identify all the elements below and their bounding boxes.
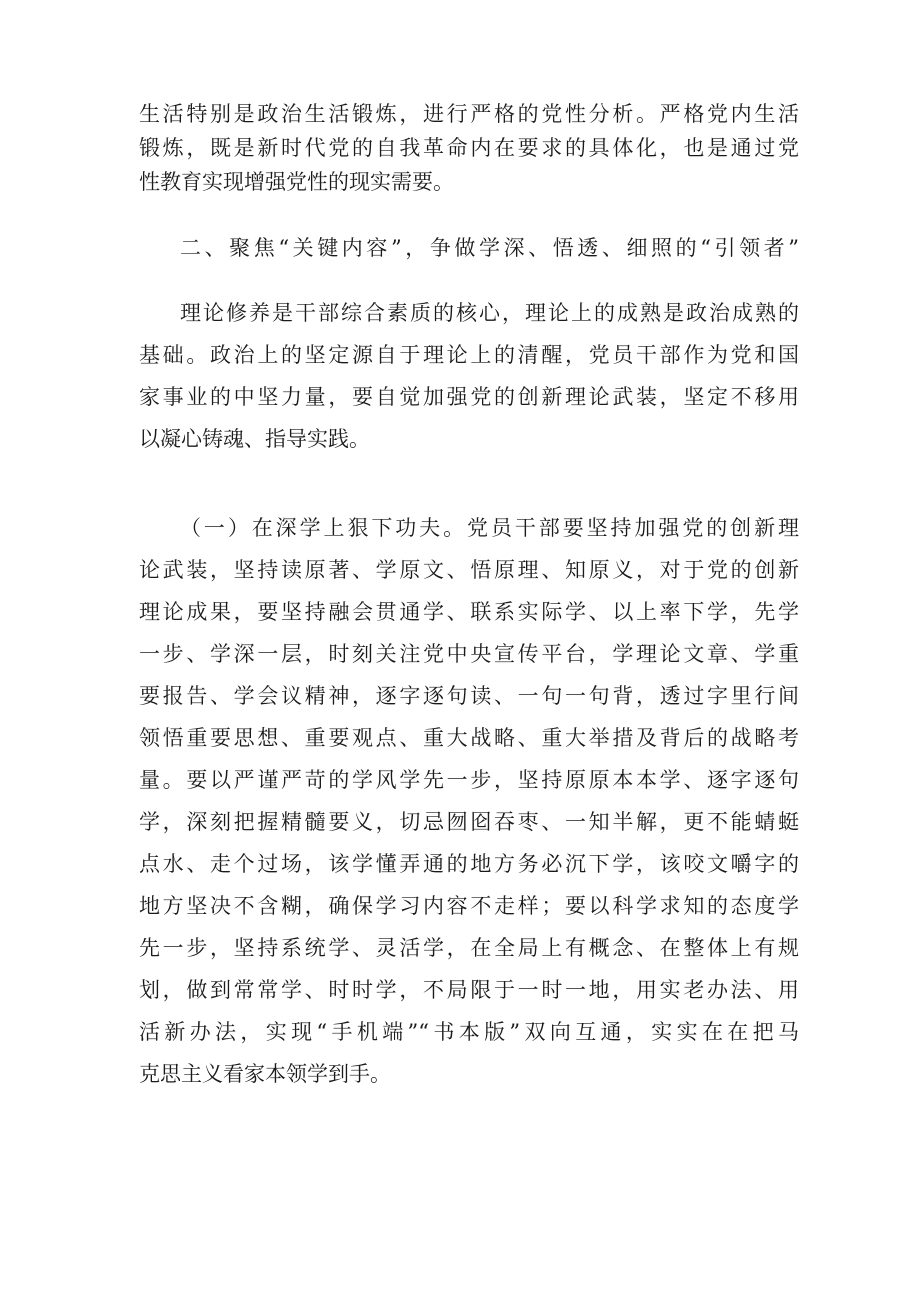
- text-line: 一步、学深一层，时刻关注党中央宣传平台，学理论文章、学重: [139, 642, 799, 666]
- text-line: 论武装，坚持读原著、学原文、悟原理、知原义，对于党的创新: [139, 558, 799, 582]
- text-line: 活新办法，实现“手机端”“书本版”双向互通，实实在在把马: [139, 1020, 799, 1044]
- heading-text: 二、聚焦“关键内容”，争做学深、悟透、细照的“引领者”: [180, 236, 799, 260]
- text-line: 克思主义看家本领学到手。: [139, 1062, 391, 1086]
- text-line: 领悟重要思想、重要观点、重大战略、重大举措及背后的战略考: [139, 726, 799, 750]
- text-line: 量。要以严谨严苛的学风学先一步，坚持原原本本学、逐字逐句: [139, 768, 799, 792]
- text-line: 锻炼，既是新时代党的自我革命内在要求的具体化，也是通过党: [139, 136, 799, 160]
- text-line: 家事业的中坚力量，要自觉加强党的创新理论武装，坚定不移用: [139, 385, 799, 409]
- text-line: 先一步，坚持系统学、灵活学，在全局上有概念、在整体上有规: [139, 936, 799, 960]
- text-line: 基础。政治上的坚定源自于理论上的清醒，党员干部作为党和国: [139, 343, 799, 367]
- text-line: 理论修养是干部综合素质的核心，理论上的成熟是政治成熟的: [180, 301, 799, 325]
- text-line: 点水、走个过场，该学懂弄通的地方务必沉下学，该咬文嚼字的: [139, 852, 799, 876]
- text-line: 地方坚决不含糊，确保学习内容不走样；要以科学求知的态度学: [139, 894, 799, 918]
- text-line: （一）在深学上狠下功夫。党员干部要坚持加强党的创新理: [180, 516, 799, 540]
- text-line: 学，深刻把握精髓要义，切忌囫囵吞枣、一知半解，更不能蜻蜓: [139, 810, 799, 834]
- text-line: 生活特别是政治生活锻炼，进行严格的党性分析。严格党内生活: [139, 102, 799, 126]
- text-line: 要报告、学会议精神，逐字逐句读、一句一句背，透过字里行间: [139, 684, 799, 708]
- text-line: 理论成果，要坚持融会贯通学、联系实际学、以上率下学，先学: [139, 600, 799, 624]
- text-line: 以凝心铸魂、指导实践。: [139, 427, 370, 451]
- text-line: 划，做到常常学、时时学，不局限于一时一地，用实老办法、用: [139, 978, 799, 1002]
- text-line: 性教育实现增强党性的现实需要。: [139, 170, 454, 194]
